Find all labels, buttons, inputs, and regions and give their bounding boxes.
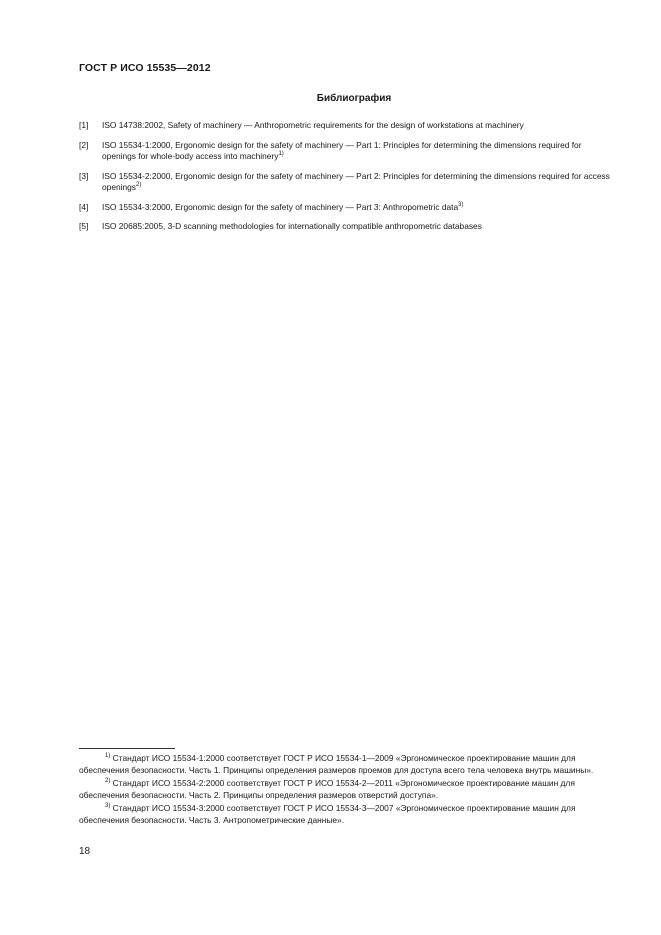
list-item <box>79 221 615 233</box>
reference-text: ISO 15534-3:2000, Ergonomic design for the safety of machinery — Part 3: Anthropometric data$^{3)}$ <box>102 201 464 212</box>
footnote-ref: 2) <box>136 182 142 188</box>
footnote: $^{1)}$ Стандарт ИСО 15534-1:2000 соответствует ГОСТ Р ИСО 15534-1—2009 «Эргономическое проектирование машин для обеспечения безопасности. Часть 1. Принципы определения размеров проемов для доступа всего тела человека внутрь машины». <box>79 753 594 775</box>
document-header: ГОСТ Р ИСО 15535—2012 <box>79 62 211 74</box>
reference-text: ISO 14738:2002, Safety of machinery — Anthropometric requirements for the design of workstations at machinery <box>102 120 524 130</box>
reference-number: [5] <box>79 221 89 231</box>
list-item <box>79 120 615 132</box>
reference-number: [2] <box>79 139 89 150</box>
reference-number: [1] <box>79 120 89 130</box>
footnote: $^{3)}$ Стандарт ИСО 15534-3:2000 соответствует ГОСТ Р ИСО 15534-3—2007 «Эргономическое проектирование машин для обеспечения безопасности. Часть 3. Антропометрические данные». <box>79 803 576 825</box>
footnotes <box>79 753 615 829</box>
reference-text: ISO 15534-2:2000, Ergonomic design for the safety of machinery — Part 2: Principles for determining the dimensions required for access openings$^{2)}$ <box>102 170 610 192</box>
footnote-ref: 1) <box>278 151 284 157</box>
reference-text: ISO 20685:2005, 3-D scanning methodologies for internationally compatible anthropometric databases <box>102 221 482 231</box>
footnote: $^{2)}$ Стандарт ИСО 15534-2:2000 соответствует ГОСТ Р ИСО 15534-2—2011 «Эргономическое проектирование машин для обеспечения безопасности. Часть 2. Принципы определения размеров отверстий доступа». <box>79 778 575 800</box>
list-item <box>79 140 615 163</box>
footnote-mark: 1) <box>105 753 111 759</box>
footnote-mark: 2) <box>105 778 111 785</box>
reference-number: [3] <box>79 170 89 181</box>
footnote-divider <box>79 748 175 749</box>
section-title: Библиография <box>316 93 392 104</box>
reference-text: ISO 15534-1:2000, Ergonomic design for the safety of machinery — Part 1: Principles for determining the dimensions required for openings for whole-body access into machinery$^{1)}$ <box>102 139 582 161</box>
reference-number: [4] <box>79 201 89 212</box>
footnote-mark: 3) <box>105 803 111 810</box>
page-number: 18 <box>79 846 91 857</box>
list-item <box>79 202 615 214</box>
list-item <box>79 171 615 194</box>
footnote-ref: 3) <box>458 201 464 208</box>
bibliography-list <box>79 120 615 241</box>
